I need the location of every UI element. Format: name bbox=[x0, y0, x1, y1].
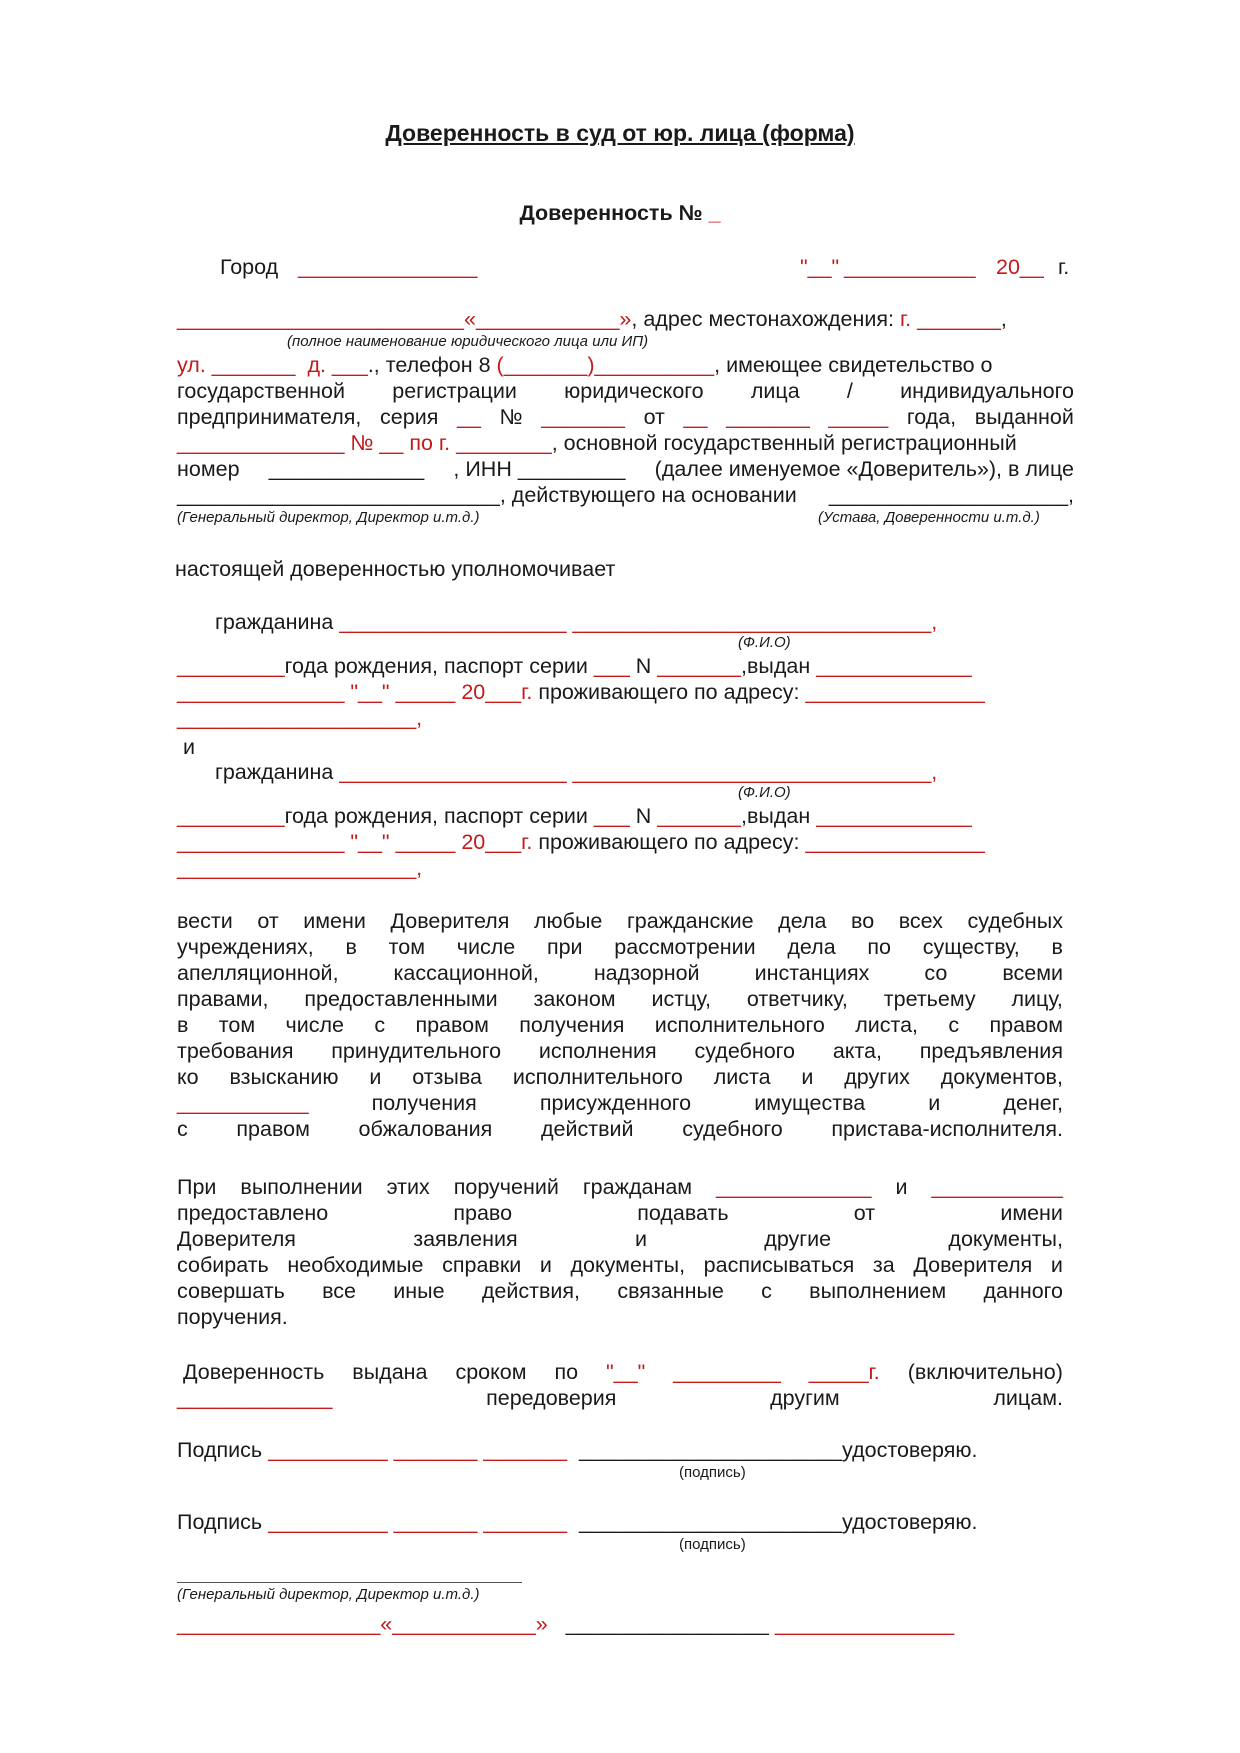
word: правом bbox=[236, 1117, 310, 1141]
word: обжалования bbox=[358, 1117, 493, 1141]
word: требования bbox=[177, 1039, 294, 1063]
word: регистрации bbox=[392, 379, 517, 403]
signature-line-2 bbox=[177, 1509, 978, 1535]
word: связанные bbox=[617, 1279, 724, 1303]
birth-text: года рождения, паспорт серии bbox=[284, 654, 588, 678]
word: собирать bbox=[177, 1253, 269, 1277]
word: предоставленными bbox=[304, 987, 498, 1011]
instructions-line bbox=[177, 1252, 1063, 1278]
legal-entity-line bbox=[177, 306, 1007, 332]
city-label: Город bbox=[220, 255, 279, 279]
word: дела bbox=[778, 909, 827, 933]
word: от bbox=[643, 405, 665, 429]
word: заявления bbox=[413, 1227, 518, 1251]
word: и bbox=[801, 1065, 814, 1089]
signature-blank-1: __________ bbox=[268, 1510, 388, 1534]
house-blank: д. ___ bbox=[307, 353, 368, 377]
instructions-line bbox=[177, 1226, 1063, 1252]
word: юридического bbox=[564, 379, 704, 403]
word: При bbox=[177, 1175, 217, 1199]
word: индивидуального bbox=[900, 379, 1074, 403]
issuer-number: № __ bbox=[350, 431, 404, 455]
citizen-label: гражданина bbox=[215, 760, 334, 784]
word: получения bbox=[371, 1091, 477, 1115]
word: предпринимателя, bbox=[177, 405, 362, 429]
word: расписываться bbox=[703, 1253, 855, 1277]
word: другие bbox=[764, 1227, 832, 1251]
word: выданной bbox=[974, 405, 1074, 429]
word: том bbox=[388, 935, 426, 959]
caption-director-footer: (Генеральный директор, Директор и.т.д.) bbox=[177, 1586, 480, 1603]
director-blank: ___________________________ bbox=[177, 483, 500, 507]
word: гражданам bbox=[582, 1175, 693, 1199]
series-line bbox=[177, 404, 1074, 430]
word: взысканию bbox=[229, 1065, 339, 1089]
ogrn-text: , основной государственный регистрационный bbox=[551, 431, 1017, 455]
powers-line bbox=[177, 1116, 1063, 1142]
comma: , bbox=[1000, 307, 1007, 331]
signature-field: ______________________ bbox=[578, 1510, 843, 1534]
address-blank: _______________ bbox=[805, 830, 985, 854]
word: выполнением bbox=[809, 1279, 947, 1303]
word: номер bbox=[177, 457, 240, 481]
word: исполнительного bbox=[654, 1013, 825, 1037]
word: и bbox=[634, 1227, 647, 1251]
passport-series-blank: ___ bbox=[593, 804, 630, 828]
word: получения bbox=[519, 1013, 625, 1037]
signature-blank-2: _______ bbox=[393, 1438, 478, 1462]
caption-legal-name: (полное наименование юридического лица или ИП) bbox=[287, 333, 649, 350]
citizen-1-address-continuation: ____________________, bbox=[177, 706, 423, 730]
date-day: "__" bbox=[800, 255, 840, 279]
year-suffix: г. bbox=[521, 680, 533, 704]
signature-label: Подпись bbox=[177, 1438, 263, 1462]
word: дела bbox=[787, 935, 836, 959]
citizen-name-blank-1: ___________________ bbox=[339, 610, 567, 634]
heading-number-blank: _ bbox=[708, 201, 721, 225]
word: / bbox=[846, 379, 853, 403]
word: документы, bbox=[948, 1227, 1063, 1251]
citizen-1-birth-line bbox=[177, 653, 972, 679]
caption-fio-2: (Ф.И.О) bbox=[738, 784, 791, 801]
phone-blank: (_______)__________ bbox=[496, 353, 715, 377]
word: во bbox=[851, 909, 875, 933]
document-title: Доверенность в суд от юр. лица (форма) bbox=[385, 120, 855, 146]
word: отзыва bbox=[412, 1065, 482, 1089]
word: судебного bbox=[682, 1117, 783, 1141]
word: предъявления bbox=[919, 1039, 1063, 1063]
word: и bbox=[369, 1065, 382, 1089]
issued-month: _____ bbox=[395, 680, 456, 704]
issued-by-blank: _____________ bbox=[816, 804, 972, 828]
word: пристава-исполнителя. bbox=[831, 1117, 1063, 1141]
word: за bbox=[872, 1253, 895, 1277]
instructions-last-line: поручения. bbox=[177, 1305, 288, 1329]
word: от bbox=[853, 1201, 876, 1225]
term-line-2 bbox=[177, 1385, 1063, 1411]
word: серия bbox=[380, 405, 439, 429]
term-line-1 bbox=[183, 1359, 1063, 1385]
ogrn-line bbox=[177, 430, 1074, 456]
birth-text: года рождения, паспорт серии bbox=[284, 804, 588, 828]
signature-blank-1: __________ bbox=[268, 1438, 388, 1462]
word: с bbox=[948, 1013, 960, 1037]
address-label: , адрес местонахождения: bbox=[631, 307, 894, 331]
word: и bbox=[895, 1175, 908, 1199]
date-year: 20__ bbox=[996, 255, 1044, 279]
citizen-2-residence-line bbox=[177, 829, 985, 855]
citizen-blank-2: ___________ bbox=[931, 1175, 1063, 1199]
entity-quote-name: «____________» bbox=[463, 307, 632, 331]
word: ответчику, bbox=[746, 987, 848, 1011]
word: поручений bbox=[453, 1175, 559, 1199]
word: гражданские bbox=[626, 909, 754, 933]
inn-blank: _________ bbox=[517, 457, 626, 481]
series-blank: __ bbox=[456, 405, 481, 429]
word: иные bbox=[393, 1279, 445, 1303]
issued-month: _____ bbox=[395, 830, 456, 854]
word: совершать bbox=[177, 1279, 285, 1303]
final-name-blank: _________________ bbox=[177, 1612, 381, 1636]
certificate-text: , имеющее свидетельство о bbox=[714, 353, 993, 377]
word: числе bbox=[456, 935, 516, 959]
word: выполнении bbox=[240, 1175, 363, 1199]
word: право bbox=[453, 1201, 513, 1225]
word: Доверителя bbox=[177, 1227, 296, 1251]
word: ко bbox=[177, 1065, 199, 1089]
word: листа bbox=[713, 1065, 771, 1089]
passport-number-blank: _______ bbox=[657, 804, 741, 828]
citizen-blank-1: _____________ bbox=[716, 1175, 872, 1199]
word: любые bbox=[533, 909, 603, 933]
word: судебного bbox=[694, 1039, 796, 1063]
issued-text: ,выдан bbox=[741, 654, 811, 678]
word: подавать bbox=[637, 1201, 729, 1225]
word: лицам. bbox=[993, 1386, 1063, 1410]
word: судебных bbox=[967, 909, 1063, 933]
word: Доверителя bbox=[913, 1253, 1033, 1277]
word: выдана bbox=[352, 1360, 428, 1384]
entity-name-blank: ________________________ bbox=[177, 307, 464, 331]
citizen-name-blank-2: ______________________________, bbox=[572, 610, 938, 634]
word: и bbox=[928, 1091, 941, 1115]
registration-line bbox=[177, 378, 1074, 404]
word: и bbox=[1050, 1253, 1063, 1277]
heading-prefix: Доверенность № bbox=[519, 201, 703, 225]
address-phone-line bbox=[177, 352, 1074, 378]
issued-blank: ______________ bbox=[177, 830, 345, 854]
word: по bbox=[867, 935, 892, 959]
word: акта, bbox=[832, 1039, 882, 1063]
and-text: и bbox=[183, 735, 196, 759]
powers-line bbox=[177, 1064, 1063, 1090]
number-blank: _______ bbox=[541, 405, 625, 429]
power-of-attorney-heading bbox=[0, 200, 1240, 226]
basis-text: , действующего на основании bbox=[499, 483, 797, 507]
word: присужденного bbox=[539, 1091, 692, 1115]
ogrn-blank: _____________ bbox=[268, 457, 425, 481]
signature-blank-2: _______ bbox=[393, 1510, 478, 1534]
word: в bbox=[345, 935, 357, 959]
issued-year: 20___ bbox=[461, 830, 522, 854]
citizen-name-blank-2: ______________________________, bbox=[572, 760, 938, 784]
word: рассмотрении bbox=[614, 935, 756, 959]
word: документы, bbox=[570, 1253, 686, 1277]
address-city: г. _______ bbox=[899, 307, 1001, 331]
word: исполнения bbox=[538, 1039, 657, 1063]
citizen-2-address-continuation: ____________________, bbox=[177, 856, 423, 880]
word: от bbox=[257, 909, 279, 933]
word: со bbox=[924, 961, 948, 985]
caption-fio-1: (Ф.И.О) bbox=[738, 634, 791, 651]
issued-by-blank: _____________ bbox=[816, 654, 972, 678]
word: учреждениях, bbox=[177, 935, 314, 959]
instructions-line-1 bbox=[177, 1174, 1063, 1200]
issued-day: "__" bbox=[350, 680, 390, 704]
birth-date-blank: _________ bbox=[177, 654, 285, 678]
word: действий bbox=[540, 1117, 634, 1141]
word: необходимые bbox=[287, 1253, 424, 1277]
authorizes-text: настоящей доверенностью уполномочивает bbox=[175, 557, 616, 581]
city-blank: _______________ bbox=[298, 255, 478, 279]
word: всеми bbox=[1002, 961, 1063, 985]
residence-text: проживающего по адресу: bbox=[538, 680, 800, 704]
word: том bbox=[218, 1013, 256, 1037]
citizen-name-blank-1: ___________________ bbox=[339, 760, 567, 784]
word: данного bbox=[983, 1279, 1063, 1303]
instructions-line bbox=[177, 1278, 1063, 1304]
instructions-line bbox=[177, 1200, 1063, 1226]
word: кассационной, bbox=[393, 961, 539, 985]
issued-day: "__" bbox=[350, 830, 390, 854]
citizen-1-line bbox=[215, 609, 937, 635]
term-year-blank: _____г. bbox=[808, 1360, 880, 1384]
citizen-2-line bbox=[215, 759, 937, 785]
word: в bbox=[1051, 935, 1063, 959]
word: документов, bbox=[940, 1065, 1063, 1089]
word: законом bbox=[533, 987, 616, 1011]
issued-blank: ______________ bbox=[177, 680, 345, 704]
word: имени bbox=[303, 909, 366, 933]
word: правом bbox=[415, 1013, 489, 1037]
caption-signature-1: (подпись) bbox=[679, 1464, 746, 1481]
word: лица bbox=[750, 379, 800, 403]
word: Доверителя bbox=[390, 909, 510, 933]
year-blank: _____ bbox=[828, 405, 889, 429]
word: принудительного bbox=[331, 1039, 502, 1063]
certify-text: удостоверяю. bbox=[842, 1438, 978, 1462]
caption-charter: (Устава, Доверенности и.т.д.) bbox=[818, 509, 1040, 526]
phone-label: ., телефон 8 bbox=[367, 353, 491, 377]
caption-signature-2: (подпись) bbox=[679, 1536, 746, 1553]
word: всех bbox=[898, 909, 943, 933]
word: исполнительного bbox=[512, 1065, 683, 1089]
word: года, bbox=[906, 405, 957, 429]
word: истцу, bbox=[651, 987, 711, 1011]
certify-text: удостоверяю. bbox=[842, 1510, 978, 1534]
word: и bbox=[539, 1253, 552, 1277]
final-initials-blank: _______________ bbox=[774, 1612, 955, 1636]
principal-text: (далее именуемое «Доверитель»), в лице bbox=[654, 457, 1074, 481]
powers-line bbox=[177, 986, 1063, 1012]
word: ___________ bbox=[177, 1091, 309, 1115]
powers-line bbox=[177, 960, 1063, 986]
issued-year: 20___ bbox=[461, 680, 522, 704]
word: по bbox=[554, 1360, 579, 1384]
word: инстанциях bbox=[754, 961, 870, 985]
final-signature-blank: _________________ bbox=[565, 1612, 769, 1636]
word: третьему bbox=[883, 987, 976, 1011]
inn-line bbox=[177, 456, 1074, 482]
word: предоставлено bbox=[177, 1201, 329, 1225]
representative-line bbox=[177, 482, 1074, 508]
word: все bbox=[322, 1279, 356, 1303]
word: имени bbox=[1000, 1201, 1063, 1225]
word: (включительно) bbox=[907, 1360, 1063, 1384]
word: при bbox=[546, 935, 583, 959]
date-suffix: г. bbox=[1058, 255, 1070, 279]
month-blank: _______ bbox=[726, 405, 810, 429]
word: имущества bbox=[754, 1091, 866, 1115]
day-blank: __ bbox=[683, 405, 708, 429]
word: государственной bbox=[177, 379, 346, 403]
passport-number-blank: _______ bbox=[657, 654, 741, 678]
signature-field: ______________________ bbox=[578, 1438, 843, 1462]
word: с bbox=[374, 1013, 386, 1037]
term-month-blank: _________ bbox=[673, 1360, 781, 1384]
word: сроком bbox=[455, 1360, 527, 1384]
issuer-city: по г. ________ bbox=[409, 431, 552, 455]
word: этих bbox=[386, 1175, 430, 1199]
birth-date-blank: _________ bbox=[177, 804, 285, 828]
word: денег, bbox=[1003, 1091, 1063, 1115]
word: вести bbox=[177, 909, 233, 933]
citizen-2-birth-line bbox=[177, 803, 972, 829]
redelegation-blank: _____________ bbox=[177, 1386, 333, 1410]
word: передоверия bbox=[486, 1386, 617, 1410]
powers-line bbox=[177, 1090, 1063, 1116]
final-quote-name: «____________» bbox=[380, 1612, 548, 1636]
director-rule bbox=[177, 1582, 522, 1583]
word: других bbox=[844, 1065, 910, 1089]
word: Доверенность bbox=[183, 1360, 325, 1384]
street-blank: ул. _______ bbox=[177, 353, 296, 377]
word: с bbox=[761, 1279, 772, 1303]
powers-line bbox=[177, 934, 1063, 960]
year-suffix: г. bbox=[521, 830, 533, 854]
basis-blank: ____________________, bbox=[828, 483, 1074, 507]
date-month: ___________ bbox=[844, 255, 976, 279]
word: надзорной bbox=[593, 961, 700, 985]
issuer-blank: ______________ bbox=[177, 431, 345, 455]
passport-n: N bbox=[635, 804, 652, 828]
issued-text: ,выдан bbox=[741, 804, 811, 828]
word: лицу, bbox=[1011, 987, 1063, 1011]
citizen-label: гражданина bbox=[215, 610, 334, 634]
caption-director: (Генеральный директор, Директор и.т.д.) bbox=[177, 509, 480, 526]
word: № bbox=[499, 405, 523, 429]
word: числе bbox=[285, 1013, 344, 1037]
term-day-blank: "__" bbox=[606, 1360, 646, 1384]
word: другим bbox=[770, 1386, 840, 1410]
passport-n: N bbox=[635, 654, 652, 678]
citizen-1-residence-line bbox=[177, 679, 985, 705]
word: в bbox=[177, 1013, 189, 1037]
signature-blank-3: _______ bbox=[483, 1438, 568, 1462]
powers-line bbox=[177, 1038, 1063, 1064]
word: действия, bbox=[481, 1279, 581, 1303]
address-blank: _______________ bbox=[805, 680, 985, 704]
final-line bbox=[177, 1611, 954, 1637]
passport-series-blank: ___ bbox=[593, 654, 630, 678]
word: правами, bbox=[177, 987, 269, 1011]
word: существу, bbox=[922, 935, 1020, 959]
powers-line bbox=[177, 908, 1063, 934]
word: листа, bbox=[855, 1013, 919, 1037]
word: апелляционной, bbox=[177, 961, 339, 985]
word: с bbox=[177, 1117, 188, 1141]
word: справки bbox=[442, 1253, 522, 1277]
residence-text: проживающего по адресу: bbox=[538, 830, 800, 854]
signature-blank-3: _______ bbox=[483, 1510, 568, 1534]
word: правом bbox=[989, 1013, 1063, 1037]
signature-line-1 bbox=[177, 1437, 978, 1463]
inn-label: , ИНН bbox=[453, 457, 512, 481]
signature-label: Подпись bbox=[177, 1510, 263, 1534]
powers-line bbox=[177, 1012, 1063, 1038]
